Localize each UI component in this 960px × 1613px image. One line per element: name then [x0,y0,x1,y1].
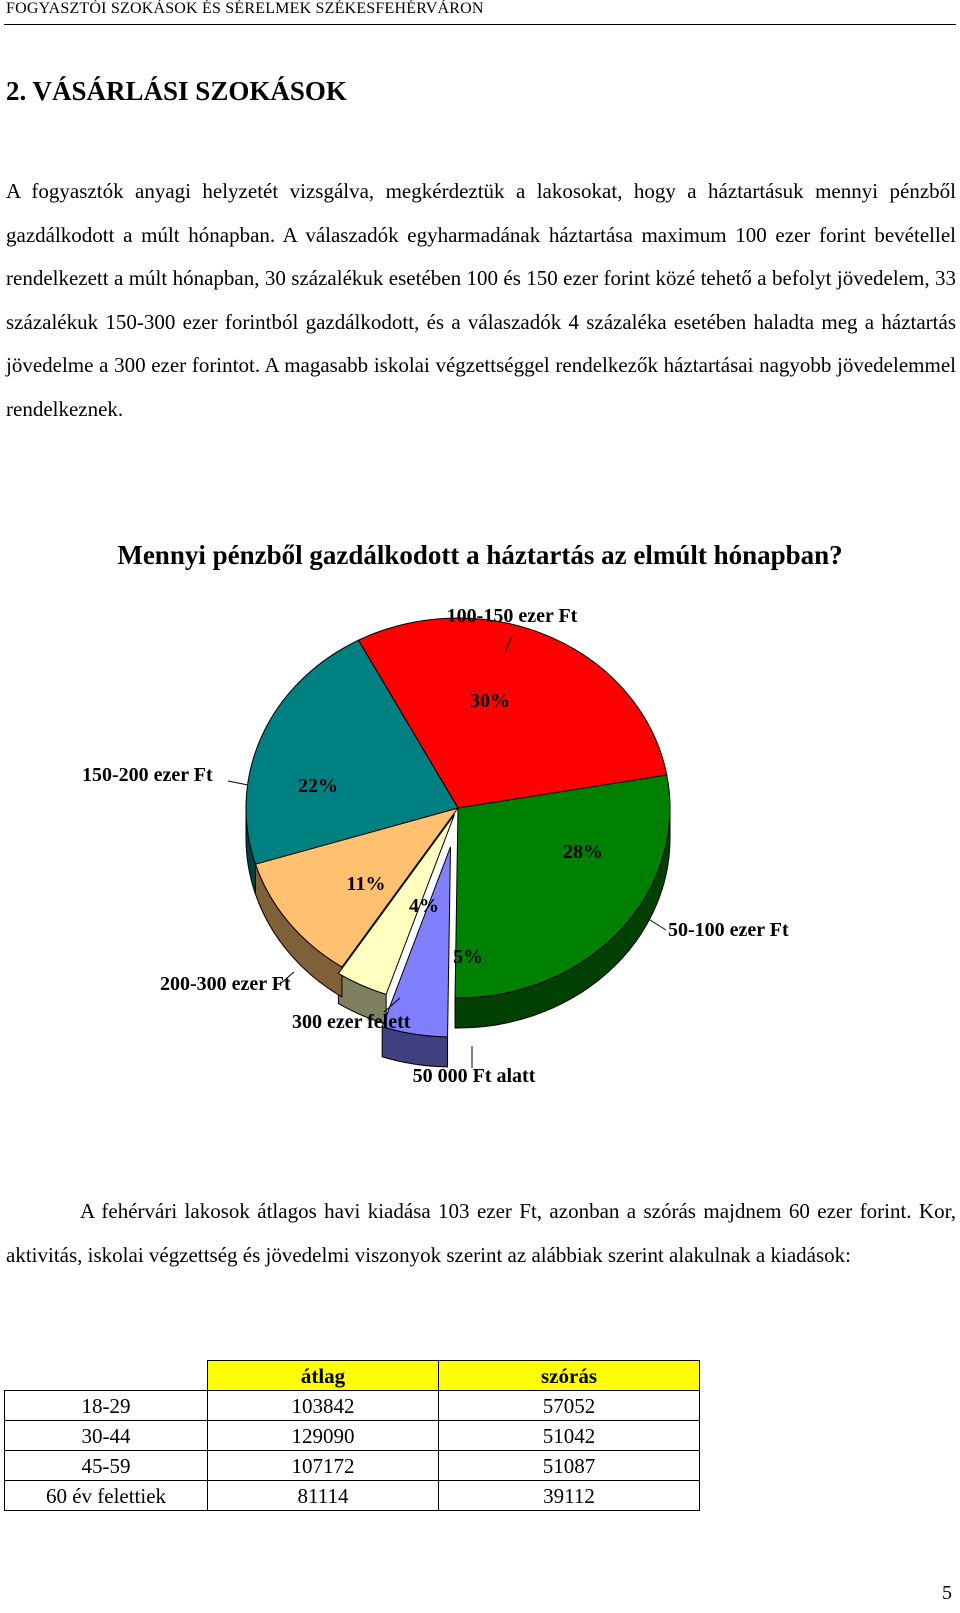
paragraph-income: A fogyasztók anyagi helyzetét vizsgálva, megkérdeztük a lakosokat, hogy a háztartásuk mennyi pénzből gazdálkodott a múlt hónapban. A válaszadók egyharmadának háztartása maximum 100 ezer forint bevétellel rendelkezett a múlt hónapban, 30 százalékuk esetében 100 és 150 ezer forint közé tehető a befolyt jövedelem, 33 százalékuk 150-300 ezer forintból gazdálkodott, és a válaszadók 4 százaléka esetében haladta meg a háztartás jövedelme a 300 ezer forintot. A magasabb iskolai végzettséggel rendelkezők háztartásai nagyobb jövedelemmel rendelkeznek. [6,179,956,421]
row-label: 18-29 [5,1391,208,1421]
section-heading: 2. VÁSÁRLÁSI SZOKÁSOK [6,76,347,106]
cell-sd: 57052 [439,1391,700,1421]
pie-percent-label: 30% [470,690,510,712]
pie-percent-label: 11% [346,873,386,895]
pie-slice [455,775,670,998]
spending-table [4,1360,700,1511]
pie-category-label: 100-150 ezer Ft [446,605,578,627]
paragraph-spending: A fehérvári lakosok átlagos havi kiadása 103 ezer Ft, azonban a szórás majdnem 60 ezer forint. Kor, aktivitás, iskolai végzettség és jövedelmi viszonyok szerint az alábbiak szerint alakulnak a kiadások: [6,1199,956,1267]
table-row [5,1481,700,1511]
cell-mean: 81114 [208,1481,439,1511]
pie-category-label: 300 ezer felett [292,1011,411,1033]
table-corner [5,1361,208,1391]
row-label: 45-59 [5,1451,208,1481]
table-row [5,1391,700,1421]
pie-chart [0,600,960,1120]
cell-sd: 51087 [439,1451,700,1481]
cell-sd: 39112 [439,1481,700,1511]
page-number: 5 [942,1582,952,1604]
pie-percent-label: 28% [563,841,603,863]
cell-sd: 51042 [439,1421,700,1451]
row-label: 60 év felettiek [5,1481,208,1511]
row-label: 30-44 [5,1421,208,1451]
pie-percent-label: 22% [298,775,338,797]
chart-title: Mennyi pénzből gazdálkodott a háztartás az elmúlt hónapban? [117,540,843,570]
table-row [5,1421,700,1451]
cell-mean: 129090 [208,1421,439,1451]
leader-line [228,781,248,785]
leader-line [650,920,666,930]
table-header-row [5,1361,700,1391]
cell-mean: 107172 [208,1451,439,1481]
header-rule [4,24,956,25]
pie-category-label: 50 000 Ft alatt [412,1065,536,1087]
running-header: FOGYASZTÓI SZOKÁSOK ÉS SÉRELMEK SZÉKESFEHÉRVÁRON [6,0,484,17]
pie-percent-label: 4% [409,895,439,917]
cell-mean: 103842 [208,1391,439,1421]
pie-category-label: 50-100 ezer Ft [668,919,789,941]
column-header-sd: szórás [439,1361,700,1391]
column-header-mean: átlag [208,1361,439,1391]
pie-category-label: 200-300 ezer Ft [160,973,291,995]
table-row [5,1451,700,1481]
pie-percent-label: 5% [453,946,483,968]
pie-category-label: 150-200 ezer Ft [82,764,213,786]
